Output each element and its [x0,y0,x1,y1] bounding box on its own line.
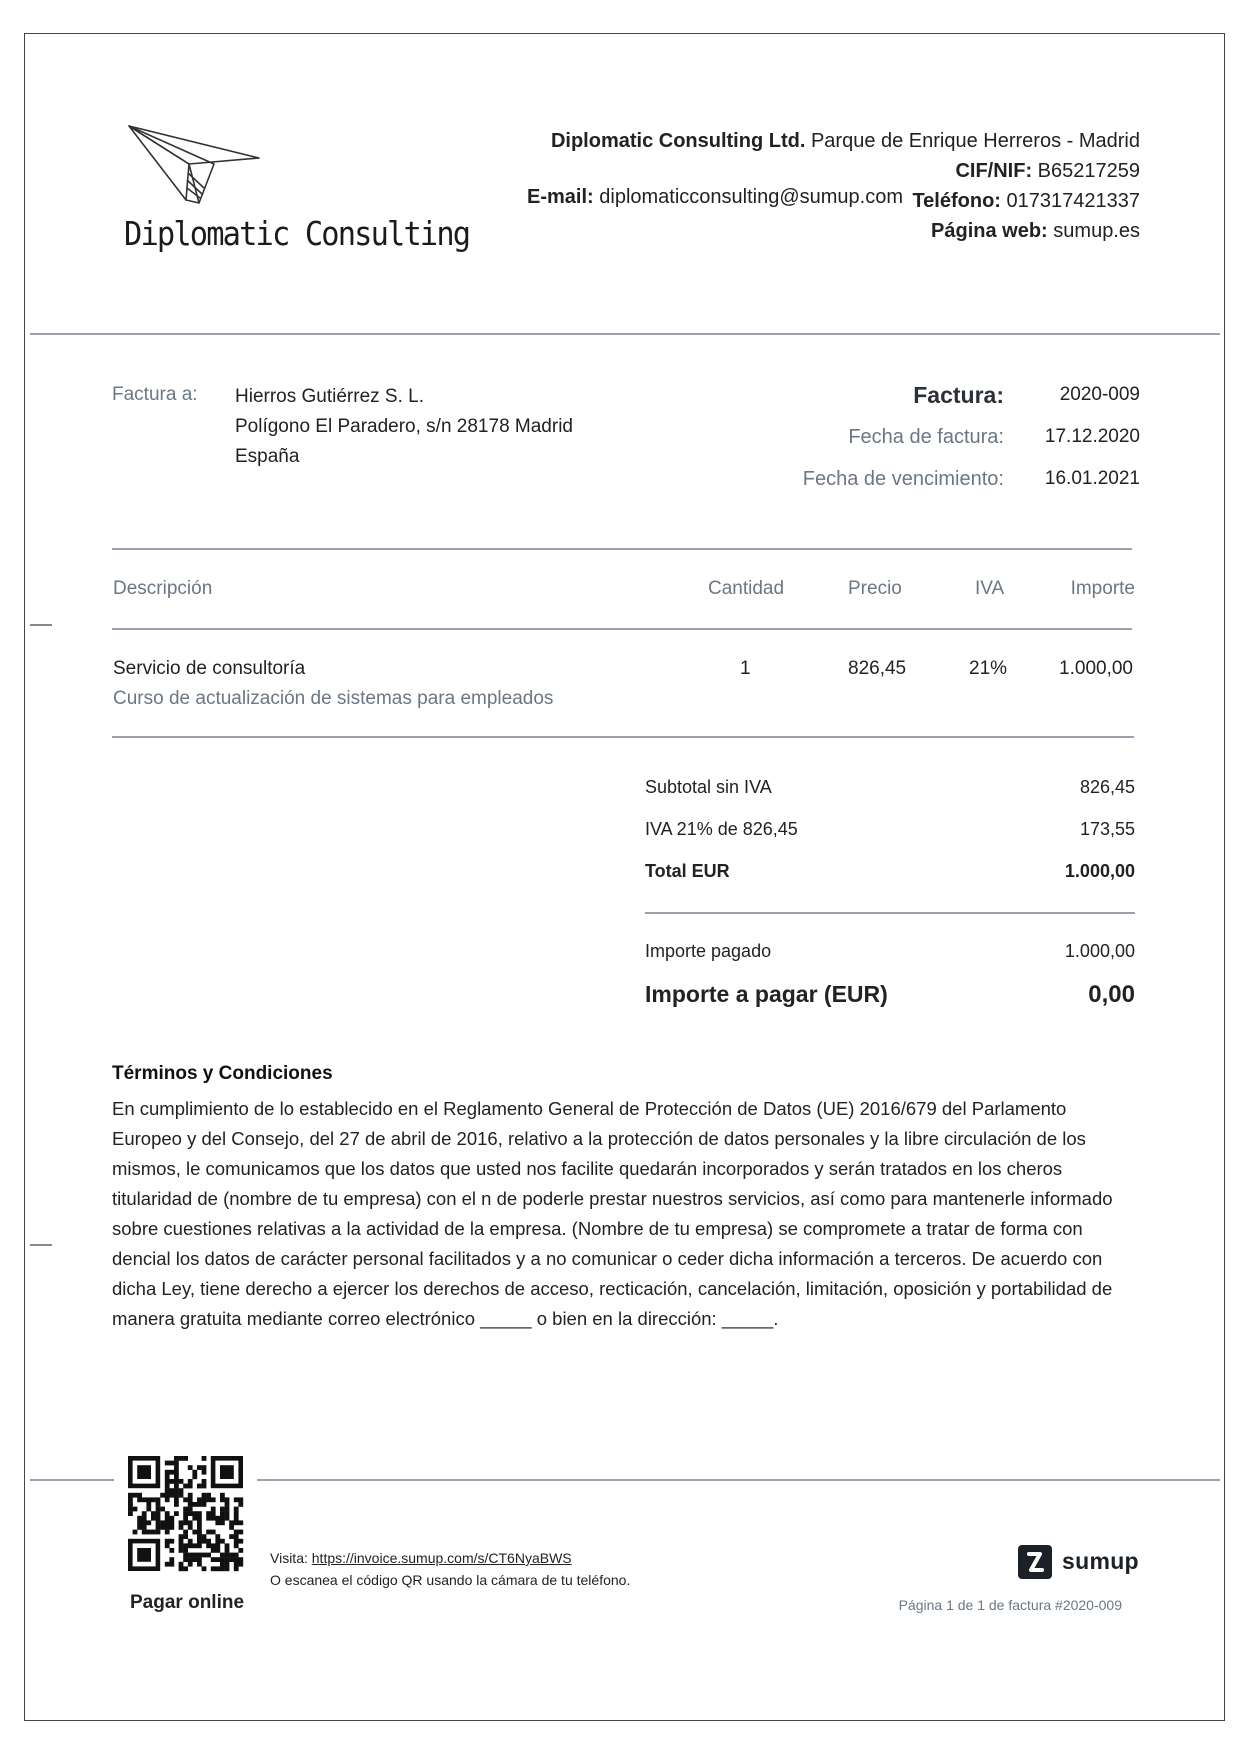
company-cif-row [551,156,1140,186]
table-bottom-divider [112,736,1134,738]
visit-line [270,1550,572,1566]
company-web-row [551,216,1140,246]
email-label: E-mail: [527,186,594,208]
fold-mark [30,1244,52,1246]
item-amount: 1.000,00 [1059,658,1133,679]
qr-code[interactable] [114,1444,257,1584]
paid-label: Importe pagado [645,941,772,961]
bill-to-line: Hierros Gutiérrez S. L. [235,386,424,407]
column-header-vat: IVA [975,578,1005,599]
paid-value: 1.000,00 [1064,941,1135,961]
qr-code-icon [114,1444,257,1584]
subtotal-label: Subtotal sin IVA [645,777,772,797]
column-header-description: Descripción [113,578,213,599]
invoice-link[interactable]: https://invoice.sumup.com/s/CT6NyaBWS [311,1550,572,1566]
table-top-divider [112,548,1132,550]
total-value: 1.000,00 [1064,861,1135,881]
vat-value: 173,55 [1079,819,1135,839]
web-label: Página web: [931,220,1048,242]
column-header-price: Precio [848,578,902,599]
invoice-due-row [760,468,1140,510]
cif-label: CIF/NIF: [955,160,1033,182]
company-name: Diplomatic Consulting Ltd. [550,130,806,152]
table-header-divider [112,628,1132,630]
page-info: Página 1 de 1 de factura #2020-009 [898,1597,1122,1613]
visit-label: Visita: [270,1550,312,1566]
company-email-row [527,186,903,209]
item-description: Servicio de consultoría [113,658,306,679]
item-detail: Curso de actualización de sistemas para empleados [113,688,554,709]
invoice-number-label: Factura: [913,382,1004,408]
invoice-number: 2020-009 [1059,384,1140,405]
column-header-quantity: Cantidad [708,578,785,599]
invoice-date-label: Fecha de factura: [848,426,1004,448]
sumup-badge-icon [1018,1545,1052,1579]
bill-to-address [235,382,573,472]
scan-instruction: O escanea el código QR usando la cámara de tu teléfono. [270,1572,631,1588]
item-vat: 21% [969,658,1008,679]
amount-due-label: Importe a pagar (EUR) [645,981,888,1007]
vat-label: IVA 21% de 826,45 [645,819,798,839]
sumup-wordmark: sumup [1062,1548,1139,1574]
bill-to-label: Factura a: [112,384,198,405]
phone-label: Teléfono: [912,190,1001,212]
column-header-amount: Importe [1070,578,1135,599]
invoice-date-row [760,426,1140,468]
totals-divider [645,912,1135,914]
logo-text: Diplomatic Consulting [124,214,470,253]
terms-title: Términos y Condiciones [112,1063,333,1084]
invoice-date: 17.12.2020 [1044,426,1140,447]
company-address-row [551,126,1140,156]
bill-to-line: Polígono El Paradero, s/n 28178 Madrid [235,416,573,437]
company-address: Parque de Enrique Herreros - Madrid [810,130,1140,152]
cif-value: B65217259 [1037,160,1140,182]
amount-due-value: 0,00 [1088,981,1135,1008]
company-logo [120,118,470,268]
email-value[interactable]: diplomaticconsulting@sumup.com [599,186,904,208]
paper-plane-icon [124,118,264,208]
total-label: Total EUR [645,861,730,881]
item-quantity: 1 [740,658,751,679]
web-value[interactable]: sumup.es [1053,220,1140,242]
item-price: 826,45 [848,658,907,679]
qr-caption: Pagar online [130,1592,245,1613]
bill-to-line: España [235,446,300,467]
invoice-due-date: 16.01.2021 [1044,468,1140,489]
invoice-due-label: Fecha de vencimiento: [802,468,1004,490]
header-divider [30,333,1220,335]
subtotal-value: 826,45 [1079,777,1135,797]
terms-body: En cumplimiento de lo establecido en el Reglamento General de Protección de Datos (UE) 2016/679 del Parlamento Europeo y del Consejo, del 27 de abril de 2016, relativo a la protección de datos personales y la libre circulación de los mismos, le comunicamos que los datos que usted nos facilite quedarán incorporados y serán tratados en los cheros titularidad de (nombre de tu empresa) con el n de poderle prestar nuestros servicios, así como para mantenerle informado sobre cuestiones relativas a la actividad de la empresa. (Nombre de tu empresa) se compromete a tratar de forma con dencial los datos de carácter personal facilitados y a no comunicar o ceder dicha información a terceros. De acuerdo con dicha Ley, tiene derecho a ejercer los derechos de acceso, recticación, cancelación, limitación, oposición y portabilidad de manera gratuita mediante correo electrónico _____ o bien en la dirección: _____. [112,1098,1113,1329]
phone-value: 017317421337 [1006,190,1140,212]
invoice-meta [760,384,1140,510]
fold-mark [30,624,52,626]
invoice-number-row [760,384,1140,426]
